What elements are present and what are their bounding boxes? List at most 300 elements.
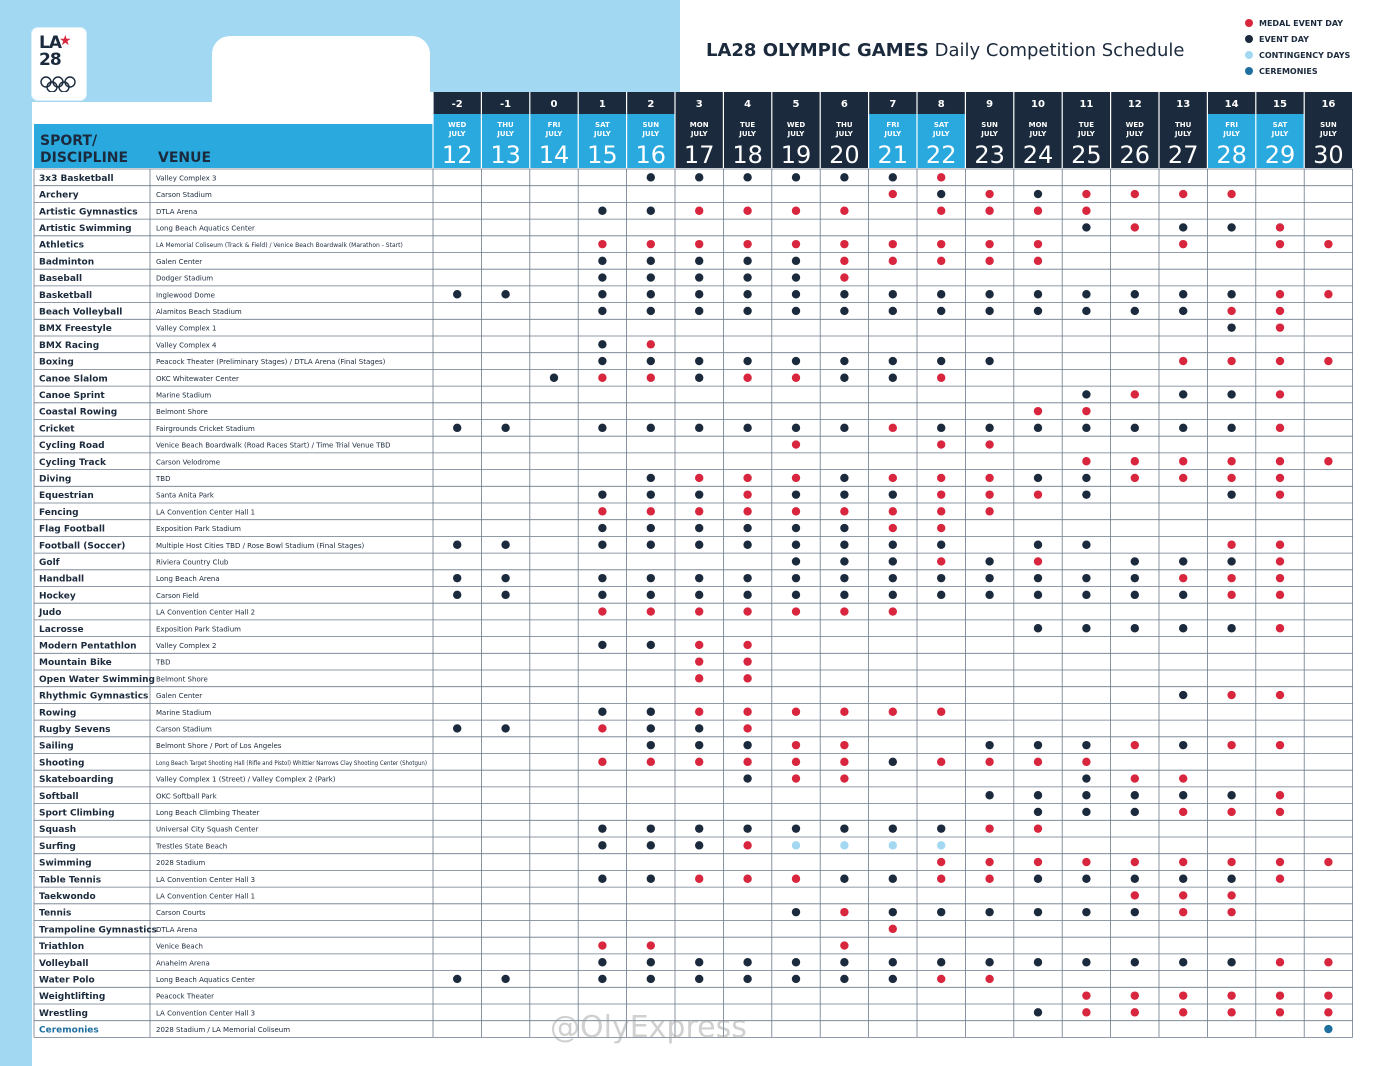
day-month-label: JULY [1126, 130, 1144, 138]
day-number-label: 15 [1273, 99, 1287, 110]
event-day-dot [598, 207, 606, 215]
venue-name: 2028 Stadium / LA Memorial Coliseum [156, 1026, 291, 1035]
event-day-dot [840, 524, 848, 532]
event-day-dot [647, 490, 655, 498]
event-day-dot [695, 524, 703, 532]
event-day-dot [695, 958, 703, 966]
venue-name: Peacock Theater (Preliminary Stages) / DTLA Arena (Final Stages) [156, 358, 386, 367]
event-day-dot [889, 958, 897, 966]
event-day-dot [889, 574, 897, 582]
day-month-label: JULY [932, 130, 950, 138]
event-day-dot [937, 824, 945, 832]
sport-name: Basketball [39, 290, 93, 301]
event-day-dot [647, 724, 655, 732]
legend-label: EVENT DAY [1259, 34, 1309, 44]
medal-event-dot [889, 507, 897, 515]
sport-name: Flag Football [39, 524, 106, 535]
medal-event-dot [840, 758, 848, 766]
venue-name: LA Memorial Coliseum (Track & Field) / Venice Beach Boardwalk (Marathon - Start) [156, 242, 403, 250]
event-day-dot [840, 574, 848, 582]
medal-event-dot [743, 875, 751, 883]
venue-name: Riviera Country Club [156, 558, 229, 567]
venue-name: LA Convention Center Hall 1 [156, 892, 256, 901]
event-day-dot [889, 357, 897, 365]
venue-name: Long Beach Aquatics Center [156, 224, 255, 233]
medal-event-dot [1034, 758, 1042, 766]
medal-event-dot [937, 240, 945, 248]
event-day-dot [1131, 791, 1139, 799]
medal-event-dot [1034, 858, 1042, 866]
medal-event-dot [792, 741, 800, 749]
medal-event-dot [937, 207, 945, 215]
medal-event-dot [792, 440, 800, 448]
medal-event-dot [1276, 557, 1284, 565]
event-day-dot [840, 173, 848, 181]
medal-event-dot [889, 524, 897, 532]
day-weekday-label: THU [497, 121, 514, 129]
event-day-dot [1179, 390, 1187, 398]
event-day-dot [889, 290, 897, 298]
event-day-dot [501, 975, 509, 983]
event-day-dot [1082, 223, 1090, 231]
event-day-dot [792, 490, 800, 498]
day-date-label: 24 [1022, 141, 1054, 169]
medal-event-dot [1082, 457, 1090, 465]
event-day-dot [647, 708, 655, 716]
venue-name: Venice Beach Boardwalk (Road Races Start) / Time Trial Venue TBD [156, 441, 391, 450]
event-day-dot [1034, 190, 1042, 198]
sport-name: Skateboarding [39, 775, 114, 786]
event-day-dot [1034, 624, 1042, 632]
medal-event-dot [1131, 190, 1139, 198]
venue-name: Long Beach Aquatics Center [156, 975, 255, 984]
medal-event-dot [1324, 991, 1332, 999]
event-day-dot [1082, 290, 1090, 298]
day-weekday-label: SUN [981, 121, 998, 129]
event-day-dot [453, 541, 461, 549]
event-day-dot [453, 574, 461, 582]
medal-event-dot [1131, 390, 1139, 398]
day-date-label: 22 [925, 141, 957, 169]
event-day-dot [695, 290, 703, 298]
day-date-label: 19 [780, 141, 812, 169]
medal-event-dot [1227, 457, 1235, 465]
venue-name: Valley Complex 1 [156, 324, 217, 333]
sport-name: Badminton [39, 257, 95, 268]
event-day-dot [743, 273, 751, 281]
event-day-dot [598, 841, 606, 849]
day-date-label: 13 [490, 141, 521, 169]
medal-event-dot [695, 474, 703, 482]
event-day-dot [840, 975, 848, 983]
venue-name: Long Beach Arena [156, 575, 220, 584]
medal-event-dot [1276, 474, 1284, 482]
medal-event-dot [647, 374, 655, 382]
medal-event-dot [1082, 758, 1090, 766]
event-day-dot [598, 875, 606, 883]
event-day-dot [1082, 390, 1090, 398]
event-day-dot [501, 290, 509, 298]
event-day-dot [840, 357, 848, 365]
medal-event-dot [647, 758, 655, 766]
medal-event-dot [1131, 891, 1139, 899]
sport-name: Football (Soccer) [39, 541, 126, 552]
event-day-dot [1227, 290, 1235, 298]
medal-event-dot [695, 607, 703, 615]
venue-name: Universal City Squash Center [156, 825, 259, 834]
event-day-dot [1179, 223, 1187, 231]
day-number-label: -1 [500, 99, 512, 110]
medal-event-dot [1179, 457, 1187, 465]
sport-name: Lacrosse [39, 624, 84, 635]
sport-name: Triathlon [39, 942, 85, 953]
event-day-dot [501, 574, 509, 582]
event-day-dot [598, 257, 606, 265]
venue-name: Long Beach Target Shooting Hall (Rifle and Pistol) Whittier Narrows Clay Shooting Center (Shotgun) [156, 759, 427, 767]
event-day-dot [889, 374, 897, 382]
medal-event-dot [1179, 357, 1187, 365]
medal-event-dot [937, 490, 945, 498]
medal-event-dot [743, 724, 751, 732]
event-day-dot [792, 290, 800, 298]
venue-name: LA Convention Center Hall 1 [156, 508, 256, 517]
sport-name: Athletics [39, 240, 84, 251]
event-day-dot [1082, 908, 1090, 916]
event-day-dot [647, 591, 655, 599]
medal-event-dot [743, 474, 751, 482]
medal-event-dot [743, 674, 751, 682]
event-day-dot [598, 591, 606, 599]
event-day-dot [840, 824, 848, 832]
venue-name: Peacock Theater [156, 992, 215, 1001]
event-day-dot [1034, 791, 1042, 799]
event-day-dot [937, 591, 945, 599]
event-day-dot [1034, 875, 1042, 883]
venue-name: Valley Complex 3 [156, 174, 217, 183]
sport-name: Rugby Sevens [39, 724, 111, 735]
medal-event-dot [840, 273, 848, 281]
event-day-dot [501, 591, 509, 599]
event-day-dot [695, 357, 703, 365]
day-month-label: JULY [787, 130, 805, 138]
sport-name: Swimming [39, 858, 92, 869]
venue-name: Alamitos Beach Stadium [156, 307, 242, 316]
medal-event-dot [1179, 858, 1187, 866]
medal-event-dot [598, 507, 606, 515]
event-day-dot [598, 307, 606, 315]
event-day-dot [792, 557, 800, 565]
event-day-dot [695, 541, 703, 549]
event-day-dot [1131, 958, 1139, 966]
event-day-dot [1227, 223, 1235, 231]
event-day-dot [743, 307, 751, 315]
event-day-dot [792, 958, 800, 966]
event-day-dot [598, 708, 606, 716]
sport-header-label: SPORT/ [40, 133, 98, 149]
sport-name: Volleyball [39, 958, 89, 969]
event-day-dot [1034, 741, 1042, 749]
medal-event-dot [1227, 190, 1235, 198]
day-weekday-label: MON [689, 121, 709, 129]
medal-event-dot [985, 824, 993, 832]
medal-event-dot [840, 741, 848, 749]
event-day-dot [840, 474, 848, 482]
medal-event-dot [937, 858, 945, 866]
day-date-label: 20 [829, 141, 860, 169]
event-day-dot [1179, 624, 1187, 632]
sport-name: Taekwondo [39, 891, 96, 902]
event-day-dot [889, 591, 897, 599]
day-number-label: 11 [1079, 99, 1094, 110]
medal-event-dot [1276, 323, 1284, 331]
medal-event-dot [1324, 290, 1332, 298]
event-day-dot [1131, 574, 1139, 582]
venue-name: Carson Courts [156, 909, 206, 918]
medal-event-dot [840, 908, 848, 916]
medal-event-dot [647, 507, 655, 515]
event-day-dot [647, 273, 655, 281]
medal-event-dot [1179, 240, 1187, 248]
event-day-dot [1131, 624, 1139, 632]
day-month-label: JULY [981, 130, 998, 138]
event-day-dot [743, 257, 751, 265]
page-title-bold: LA28 OLYMPIC GAMES [706, 40, 929, 61]
medal-event-dot [1179, 774, 1187, 782]
event-day-dot [743, 774, 751, 782]
venue-name: Belmont Shore / Port of Los Angeles [156, 742, 282, 751]
event-day-dot [1082, 624, 1090, 632]
logo-text-28: 28 [39, 50, 61, 70]
event-day-dot [647, 641, 655, 649]
medal-event-dot [1227, 808, 1235, 816]
medal-event-dot [743, 657, 751, 665]
event-day-dot [985, 791, 993, 799]
day-number-label: 4 [744, 99, 752, 110]
star-icon: ★ [59, 33, 72, 49]
event-day-dot [453, 290, 461, 298]
sport-name: Artistic Gymnastics [39, 207, 138, 218]
medal-event-dot [937, 474, 945, 482]
venue-header-label: VENUE [158, 150, 212, 166]
medal-event-dot [1131, 1008, 1139, 1016]
day-number-label: 1 [598, 99, 606, 110]
event-day-dot [840, 424, 848, 432]
day-weekday-label: FRI [1225, 121, 1238, 129]
event-day-dot [598, 357, 606, 365]
medal-event-dot [985, 858, 993, 866]
event-day-dot [1227, 958, 1235, 966]
event-day-dot [695, 824, 703, 832]
event-day-dot [1179, 741, 1187, 749]
event-day-dot [1082, 741, 1090, 749]
event-day-dot [889, 173, 897, 181]
medal-event-dot [1227, 891, 1235, 899]
event-day-dot [1034, 290, 1042, 298]
event-day-dot [647, 257, 655, 265]
medal-event-dot [985, 207, 993, 215]
venue-name: Carson Stadium [156, 191, 212, 200]
event-day-dot [889, 875, 897, 883]
medal-event-dot [1179, 574, 1187, 582]
medal-event-dot [598, 240, 606, 248]
medal-event-dot [1324, 858, 1332, 866]
sport-name: Hockey [39, 591, 76, 602]
medal-event-dot [1276, 791, 1284, 799]
venue-name: Carson Stadium [156, 725, 212, 734]
medal-event-dot [743, 207, 751, 215]
sport-name: Softball [39, 791, 79, 802]
medal-event-dot [985, 875, 993, 883]
sport-name: Cycling Track [39, 457, 106, 468]
day-weekday-label: SAT [595, 121, 610, 129]
medal-event-dot [1276, 808, 1284, 816]
event-day-dot [792, 424, 800, 432]
sport-name: Trampoline Gymnastics [39, 925, 158, 936]
day-date-label: 17 [683, 141, 715, 169]
event-day-dot [840, 591, 848, 599]
event-day-dot [889, 541, 897, 549]
venue-name: Belmont Shore [156, 675, 208, 684]
day-number-label: 14 [1224, 99, 1239, 110]
event-day-dot [743, 958, 751, 966]
event-day-dot [1034, 541, 1042, 549]
contingency-day-dot [889, 841, 897, 849]
event-day-dot [1131, 908, 1139, 916]
venue-name: Trestles State Beach [156, 842, 228, 851]
event-day-dot [1227, 875, 1235, 883]
event-day-dot [889, 490, 897, 498]
event-day-dot [695, 490, 703, 498]
medal-event-dot [1276, 457, 1284, 465]
sport-name: 3x3 Basketball [39, 173, 114, 184]
event-day-dot [985, 290, 993, 298]
event-day-dot [1227, 791, 1235, 799]
event-day-dot [501, 424, 509, 432]
venue-name: 2028 Stadium [156, 859, 206, 868]
event-day-dot [501, 724, 509, 732]
medal-event-dot [937, 758, 945, 766]
sport-name: Coastal Rowing [39, 407, 118, 418]
day-date-label: 27 [1167, 141, 1199, 169]
day-number-label: 9 [986, 99, 994, 110]
venue-name: Carson Field [156, 591, 199, 600]
medal-event-dot [1276, 223, 1284, 231]
medal-event-dot [985, 190, 993, 198]
medal-event-dot [1276, 574, 1284, 582]
venue-name: Marine Stadium [156, 708, 212, 717]
event-day-dot [1227, 424, 1235, 432]
day-month-label: JULY [690, 130, 708, 138]
medal-event-dot [1179, 1008, 1187, 1016]
event-day-dot [647, 541, 655, 549]
medal-event-dot [889, 708, 897, 716]
medal-event-dot [1082, 407, 1090, 415]
event-day-dot [1034, 307, 1042, 315]
venue-name: LA Convention Center Hall 3 [156, 875, 256, 884]
event-day-dot [1179, 557, 1187, 565]
medal-event-dot [1179, 190, 1187, 198]
medal-event-dot [1131, 474, 1139, 482]
day-date-label: 30 [1313, 141, 1344, 169]
event-day-dot [550, 374, 558, 382]
event-day-dot [647, 424, 655, 432]
sport-name: Weightlifting [39, 992, 106, 1003]
event-day-dot [695, 307, 703, 315]
medal-event-dot [1131, 774, 1139, 782]
event-day-dot [743, 541, 751, 549]
day-weekday-label: FRI [547, 121, 561, 129]
sport-name: Canoe Sprint [39, 390, 105, 401]
event-day-dot [1131, 290, 1139, 298]
event-day-dot [1131, 307, 1139, 315]
medal-event-dot [1276, 858, 1284, 866]
venue-name: Multiple Host Cities TBD / Rose Bowl Stadium (Final Stages) [156, 541, 365, 550]
medal-event-dot [1276, 424, 1284, 432]
medal-event-dot [889, 474, 897, 482]
sport-name: Diving [39, 474, 72, 485]
medal-event-dot [937, 440, 945, 448]
day-month-label: JULY [836, 130, 853, 138]
venue-name: Anaheim Arena [156, 959, 210, 968]
event-day-dot [453, 424, 461, 432]
event-day-dot [1131, 424, 1139, 432]
event-day-dot [1131, 591, 1139, 599]
event-day-dot [889, 975, 897, 983]
sport-name: Water Polo [39, 975, 95, 986]
medal-event-dot [937, 557, 945, 565]
event-day-dot [743, 975, 751, 983]
event-day-dot [1179, 591, 1187, 599]
event-day-dot [1082, 774, 1090, 782]
event-day-dot [1227, 323, 1235, 331]
medal-event-dot [840, 941, 848, 949]
event-day-dot [598, 290, 606, 298]
venue-name: Valley Complex 2 [156, 641, 217, 650]
event-day-dot [1179, 424, 1187, 432]
event-day-dot [695, 257, 703, 265]
event-day-dot [1082, 958, 1090, 966]
medal-event-dot [743, 641, 751, 649]
sport-name: Cycling Road [39, 441, 105, 452]
day-month-label: JULY [884, 130, 902, 138]
event-day-dot [840, 875, 848, 883]
event-day-dot [647, 173, 655, 181]
event-day-dot [1179, 307, 1187, 315]
day-month-label: JULY [1271, 130, 1289, 138]
medal-event-dot [1227, 591, 1235, 599]
event-day-dot [1179, 691, 1187, 699]
day-number-label: -2 [451, 99, 463, 110]
medal-event-dot [1276, 390, 1284, 398]
medal-event-dot [1276, 624, 1284, 632]
event-day-dot [1227, 490, 1235, 498]
event-day-dot [453, 724, 461, 732]
medal-event-dot [743, 607, 751, 615]
medal-event-dot [1131, 457, 1139, 465]
medal-event-dot [1276, 240, 1284, 248]
event-day-dot [598, 641, 606, 649]
medal-event-dot [1276, 1008, 1284, 1016]
event-day-dot [937, 541, 945, 549]
event-day-dot [647, 975, 655, 983]
event-day-dot [1082, 474, 1090, 482]
day-date-label: 18 [732, 141, 763, 169]
event-day-dot [1034, 424, 1042, 432]
day-weekday-label: TUE [1078, 121, 1095, 129]
medal-event-dot [792, 708, 800, 716]
sport-name: Squash [39, 825, 77, 836]
sport-name: BMX Freestyle [39, 324, 112, 335]
